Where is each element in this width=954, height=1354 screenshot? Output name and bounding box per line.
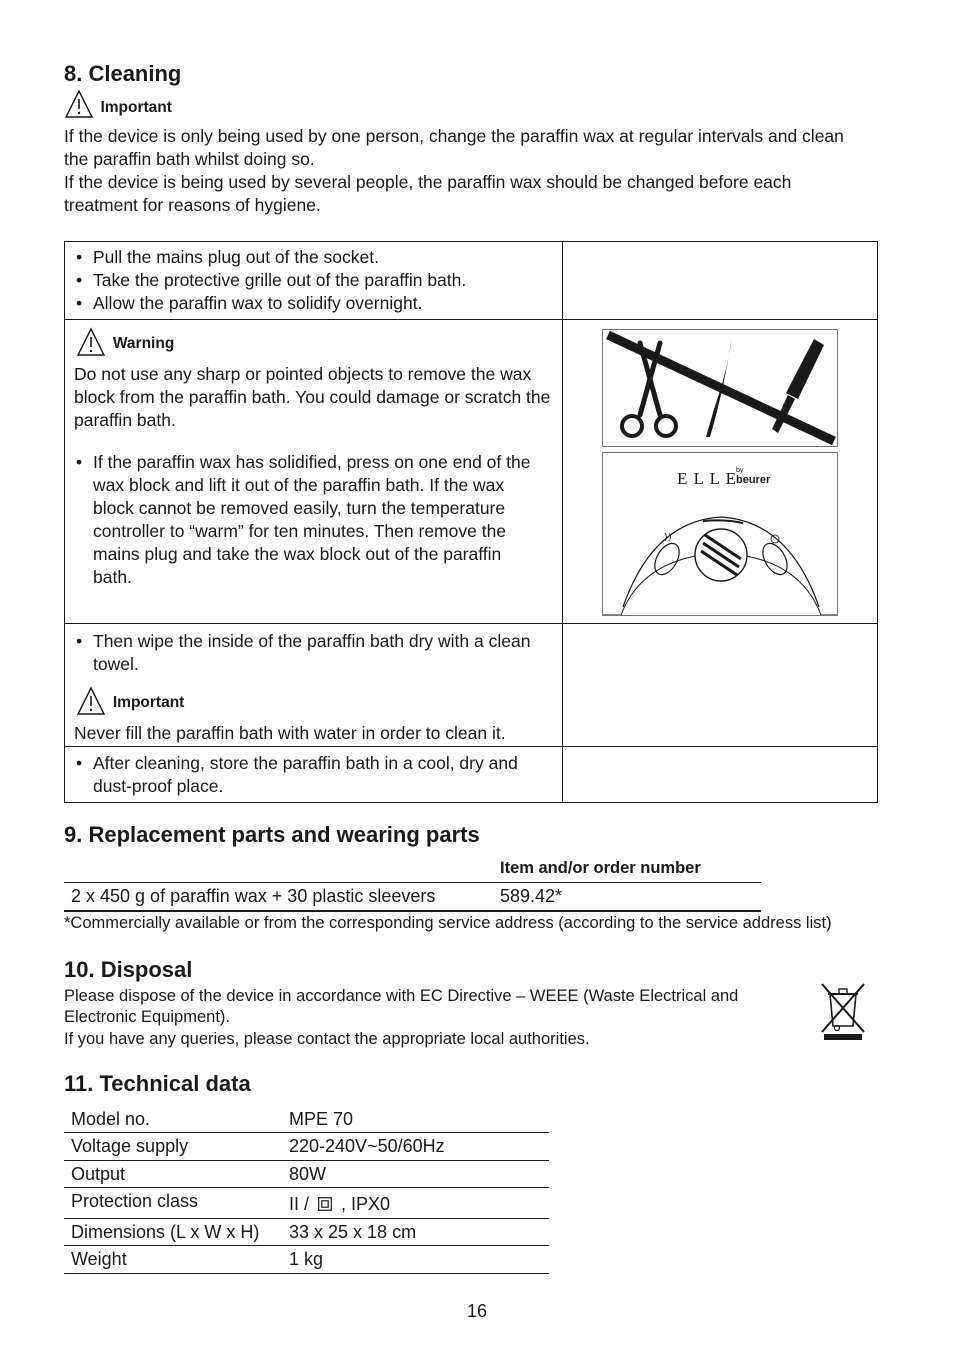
warning-header — [74, 327, 552, 363]
section-title-disposal: 10. Disposal — [64, 957, 193, 982]
table-rule — [64, 1132, 549, 1133]
tech-value-model: MPE 70 — [289, 1109, 354, 1129]
tech-value-output: 80W — [289, 1164, 327, 1184]
list-item: • Pull the mains plug out of the socket. — [74, 246, 552, 269]
disposal-line-3: If you have any queries, please contact the appropriate local authorities. — [64, 1030, 590, 1048]
wipe-block — [74, 630, 552, 745]
important-note-header — [64, 89, 172, 123]
cleaning-para-1: If the device is only being used by one person, change the paraffin wax at regular intervals and clean the paraffin bath whilst doing so. — [64, 126, 844, 169]
replacement-item: 2 x 450 g of paraffin wax + 30 plastic sleevers — [71, 886, 436, 906]
important-label: Important — [100, 99, 172, 116]
table-rule — [64, 1273, 549, 1274]
control-panel-drawing — [603, 507, 838, 616]
tech-label-weight: Weight — [71, 1249, 127, 1269]
tech-label-model: Model no. — [71, 1109, 151, 1129]
section-title-cleaning: 8. Cleaning — [64, 61, 182, 86]
table-column-divider — [562, 242, 563, 802]
heat-button-icon — [650, 539, 684, 578]
warning-triangle-icon — [76, 327, 106, 357]
weee-crossed-bin-icon — [820, 982, 866, 1040]
page-number: 16 — [466, 1301, 488, 1321]
table-row-divider — [65, 319, 877, 320]
replacement-order-number: 589.42* — [500, 886, 563, 906]
warning-block — [74, 327, 552, 589]
tech-value-voltage: 220-240V~50/60Hz — [289, 1136, 445, 1156]
protection-class-prefix: II / — [289, 1194, 310, 1214]
store-block — [74, 752, 552, 798]
disposal-line-1: Please dispose of the device in accordance with EC Directive – WEEE (Waste Electrical and — [64, 987, 739, 1005]
replacement-footnote: *Commercially available or from the corresponding service address (according to the service address list) — [64, 914, 832, 932]
table-rule — [64, 910, 761, 912]
no-sharp-tools-illustration — [602, 329, 838, 447]
table-rule — [64, 1245, 549, 1246]
device-panel-illustration — [602, 452, 838, 616]
section-title-replacement: 9. Replacement parts and wearing parts — [64, 822, 480, 847]
brand-by-text: by — [736, 467, 744, 474]
table-rule — [64, 882, 761, 883]
brand-elle-logo: E L L E — [677, 469, 738, 488]
list-item: • After cleaning, store the paraffin bath in a cool, dry and dust-proof place. — [74, 752, 552, 798]
cleaning-para-2: If the device is being used by several people, the paraffin wax should be changed before each treatment for reasons of hygiene. — [64, 172, 792, 215]
important-text: Never fill the paraffin bath with water in order to clean it. — [74, 723, 506, 743]
list-item: • Then wipe the inside of the paraffin bath dry with a clean towel. — [74, 630, 552, 676]
order-number-header: Item and/or order number — [500, 859, 701, 877]
tech-label-protection: Protection class — [71, 1191, 199, 1211]
brand-beurer-logo: beurer — [736, 474, 771, 486]
warning-triangle-icon — [64, 89, 94, 119]
list-item: • If the paraffin wax has solidified, press on one end of the wax block and lift it out of the paraffin bath. If the wax block cannot be removed easily, turn the temperature controller to “warm” for ten minutes. Then remove the mains plug and take the wax block out of the paraffin bath. — [74, 451, 552, 589]
important-note-header — [74, 686, 552, 722]
table-row-divider — [65, 623, 877, 624]
power-button-icon — [758, 539, 792, 578]
tech-value-dimensions: 33 x 25 x 18 cm — [289, 1222, 417, 1242]
double-insulation-icon — [318, 1197, 332, 1211]
cleaning-steps-table — [64, 241, 878, 803]
tech-label-dimensions: Dimensions (L x W x H) — [71, 1222, 260, 1242]
warning-text: Do not use any sharp or pointed objects to remove the wax block from the paraffin bath. You could damage or scratch the paraffin bath. — [74, 364, 551, 430]
table-rule — [64, 1187, 549, 1188]
warning-label: Warning — [112, 335, 175, 352]
list-item: • Allow the paraffin wax to solidify overnight. — [74, 292, 552, 315]
list-item: • Take the protective grille out of the paraffin bath. — [74, 269, 552, 292]
section-title-technical: 11. Technical data — [64, 1071, 251, 1096]
tech-value-protection — [289, 1194, 390, 1215]
tech-label-output: Output — [71, 1164, 126, 1184]
important-label: Important — [112, 694, 185, 711]
tech-value-weight: 1 kg — [289, 1249, 324, 1269]
table-rule — [64, 1160, 549, 1161]
steps-list-a — [74, 246, 552, 315]
table-row-divider — [65, 746, 877, 747]
disposal-line-2: Electronic Equipment). — [64, 1008, 230, 1026]
protection-class-suffix: , IPX0 — [341, 1194, 391, 1214]
tech-label-voltage: Voltage supply — [71, 1136, 189, 1156]
table-rule — [64, 1218, 549, 1219]
warning-triangle-icon — [76, 686, 106, 716]
